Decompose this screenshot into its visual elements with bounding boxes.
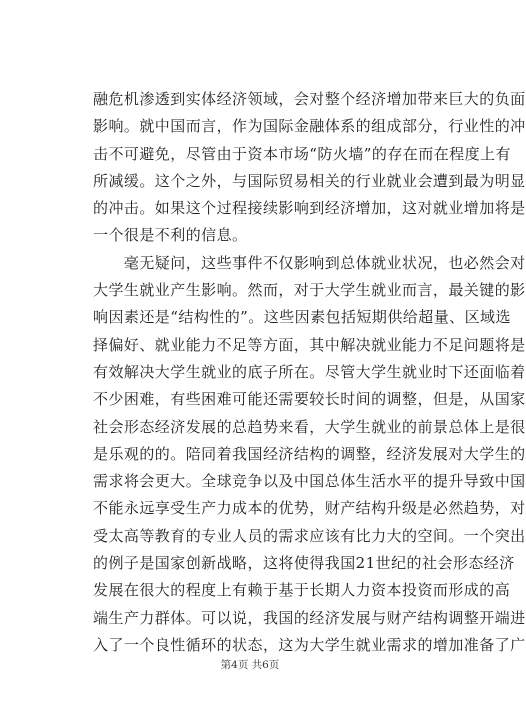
text-line: 端生产力群体。可以说，我国的经济发展与财产结构调整开端进	[93, 608, 526, 627]
text-line: 择偏好、就业能力不足等方面，其中解决就业能力不足问题将是	[93, 335, 526, 354]
page-number-footer: 第4页 共6页	[220, 659, 280, 671]
text-line: 社会形态经济发展的总趋势来看，大学生就业的前景总体上是很	[93, 417, 526, 436]
text-line: 影响。就中国而言，作为国际金融体系的组成部分，行业性的冲	[93, 117, 526, 136]
text-line: 是乐观的的。陪同着我国经济结构的调整，经济发展对大学生的	[93, 444, 526, 463]
text-line: 所减缓。这个之外，与国际贸易相关的行业就业会遭到最为明显	[93, 171, 526, 190]
text-line: 发展在很大的程度上有赖于基于长期人力资本投资而形成的高	[93, 581, 511, 600]
text-line: 击不可避免，尽管由于资本市场“防火墙”的存在而在程度上有	[93, 144, 511, 163]
text-line: 大学生就业产生影响。然而，对于大学生就业而言，最关键的影	[93, 281, 526, 300]
text-line: 响因素还是“结构性的”。这些因素包括短期供给超量、区域选	[93, 308, 511, 327]
text-line: 入了一个良性循环的状态，这为大学生就业需求的增加准备了广	[93, 635, 526, 654]
text-line: 需求将会更大。全球竞争以及中国总体生活水平的提升导致中国	[93, 472, 526, 491]
text-line: 融危机渗透到实体经济领域，会对整个经济增加带来巨大的负面	[93, 90, 526, 108]
text-line: 一个很是不利的信息。	[93, 226, 248, 245]
text-line: 受太高等教育的专业人员的需求应该有比力大的空间。一个突出	[93, 526, 526, 545]
text-line: 毫无疑问，这些事件不仅影响到总体就业状况，也必然会对	[93, 253, 526, 272]
body-text	[93, 86, 526, 659]
text-line: 的例子是国家创新战略，这将使得我国21世纪的社会形态经济	[93, 554, 515, 573]
text-line: 不少困难，有些困难可能还需要较长时间的调整，但是，从国家	[93, 390, 526, 409]
text-line: 的冲击。如果这个过程接续影响到经济增加，这对就业增加将是	[93, 199, 526, 218]
text-line: 有效解决大学生就业的底子所在。尽管大学生就业时下还面临着	[93, 362, 526, 381]
text-line: 不能永远享受生产力成本的优势，财产结构升级是必然趋势，对	[93, 499, 526, 518]
